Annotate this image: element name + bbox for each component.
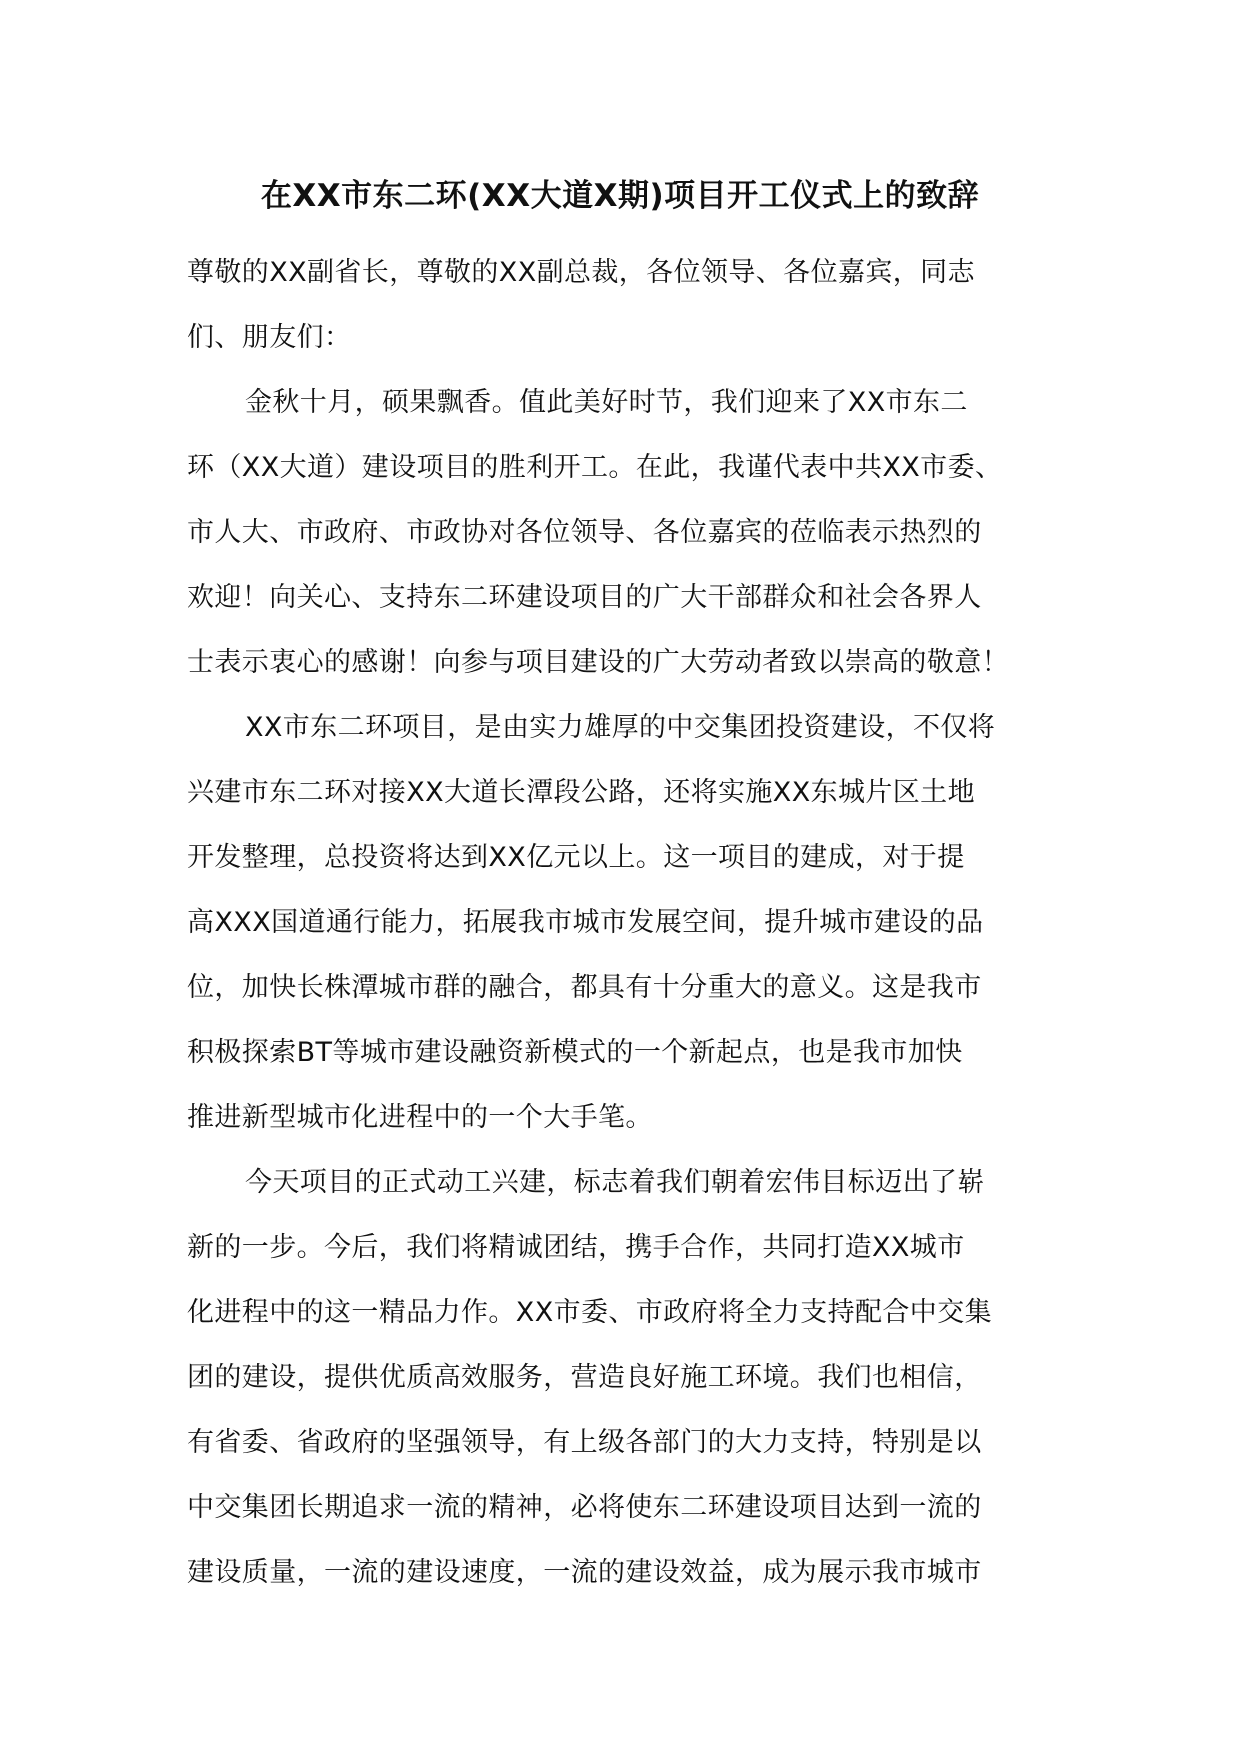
body-text-line: XX市东二环项目，是由实力雄厚的中交集团投资建设，不仅将	[245, 712, 996, 743]
document-title: 在XX市东二环(XX大道X期)项目开工仪式上的致辞	[260, 178, 980, 214]
body-text-line: 高XXX国道通行能力，拓展我市城市发展空间，提升城市建设的品	[187, 907, 984, 938]
body-text-line: 金秋十月，硕果飘香。值此美好时节，我们迎来了XX市东二	[245, 387, 968, 418]
body-text-line: 开发整理，总投资将达到XX亿元以上。这一项目的建成，对于提	[187, 842, 965, 873]
body-text-line: 兴建市东二环对接XX大道长潭段公路，还将实施XX东城片区土地	[187, 777, 975, 808]
body-text-line: 积极探索BT等城市建设融资新模式的一个新起点，也是我市加快	[187, 1037, 963, 1068]
body-text-line: 今天项目的正式动工兴建，标志着我们朝着宏伟目标迈出了崭	[245, 1167, 985, 1198]
body-text-line: 环（XX大道）建设项目的胜利开工。在此，我谨代表中共XX市委、	[187, 452, 1003, 483]
body-text-line: 推进新型城市化进程中的一个大手笔。	[187, 1102, 653, 1133]
body-text-line: 团的建设，提供优质高效服务，营造良好施工环境。我们也相信，	[187, 1362, 982, 1393]
document-body	[187, 240, 1067, 1605]
body-text-line: 欢迎！向关心、支持东二环建设项目的广大干部群众和社会各界人	[187, 582, 982, 613]
body-text-line: 位，加快长株潭城市群的融合，都具有十分重大的意义。这是我市	[187, 972, 982, 1003]
body-text-line: 建设质量，一流的建设速度，一流的建设效益，成为展示我市城市	[187, 1557, 982, 1588]
body-text-line: 市人大、市政府、市政协对各位领导、各位嘉宾的莅临表示热烈的	[187, 517, 982, 548]
body-text-line: 士表示衷心的感谢！向参与项目建设的广大劳动者致以崇高的敬意！	[187, 647, 1009, 678]
body-text-line: 中交集团长期追求一流的精神，必将使东二环建设项目达到一流的	[187, 1492, 982, 1523]
body-text-line: 新的一步。今后，我们将精诚团结，携手合作，共同打造XX城市	[187, 1232, 965, 1263]
body-text-line: 们、朋友们：	[187, 322, 352, 353]
body-text-line: 尊敬的XX副省长，尊敬的XX副总裁，各位领导、各位嘉宾，同志	[187, 257, 975, 288]
body-text-line: 化进程中的这一精品力作。XX市委、市政府将全力支持配合中交集	[187, 1297, 992, 1328]
body-text-line: 有省委、省政府的坚强领导，有上级各部门的大力支持，特别是以	[187, 1427, 982, 1458]
